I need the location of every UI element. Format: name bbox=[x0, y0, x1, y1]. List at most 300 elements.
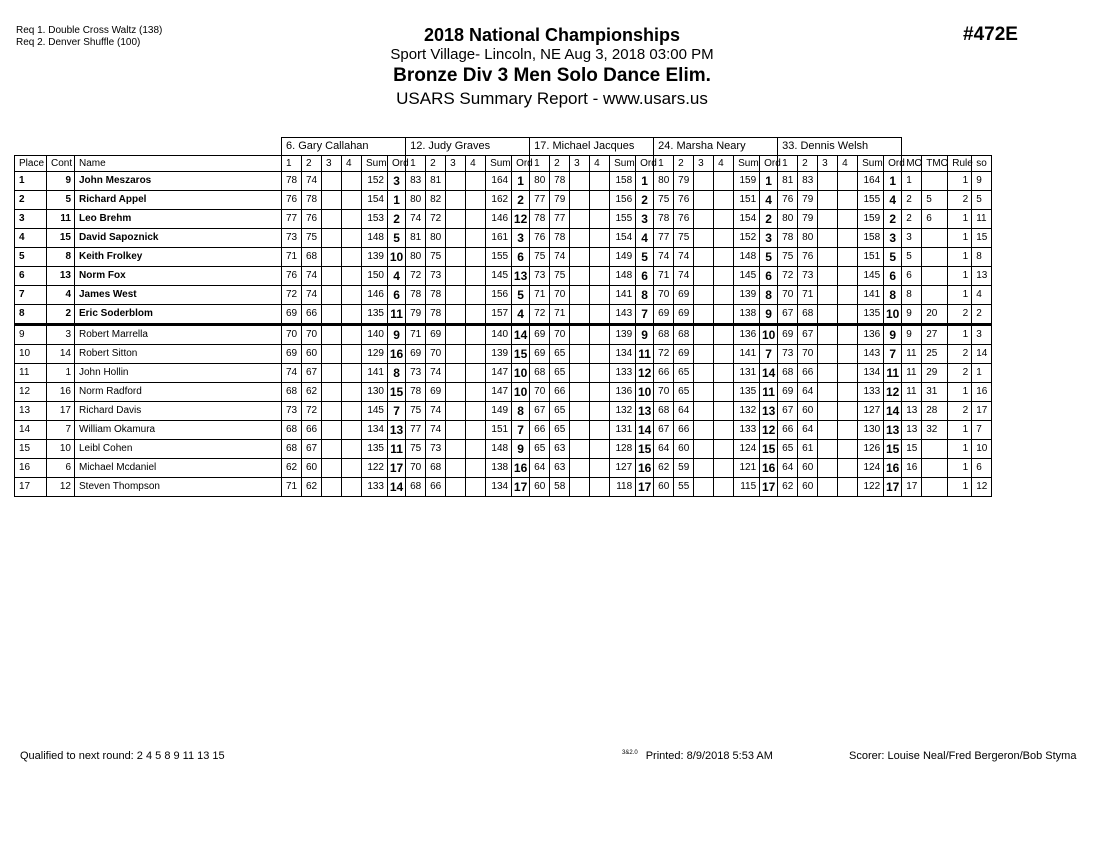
column-header: Sum bbox=[610, 156, 636, 172]
so-cell: 13 bbox=[972, 267, 992, 286]
score-cell bbox=[714, 325, 734, 345]
sum-cell: 133 bbox=[362, 478, 388, 497]
column-header: 3 bbox=[818, 156, 838, 172]
sum-cell: 158 bbox=[858, 229, 884, 248]
ordinal-cell: 17 bbox=[512, 478, 530, 497]
score-cell bbox=[818, 478, 838, 497]
score-cell bbox=[694, 421, 714, 440]
score-cell bbox=[590, 325, 610, 345]
place-cell: 4 bbox=[15, 229, 47, 248]
mo-cell: 2 bbox=[902, 210, 922, 229]
ordinal-cell: 8 bbox=[388, 364, 406, 383]
score-cell bbox=[818, 364, 838, 383]
contestant-number-cell: 9 bbox=[47, 172, 75, 191]
sum-cell: 127 bbox=[858, 402, 884, 421]
score-cell: 67 bbox=[530, 402, 550, 421]
sum-cell: 145 bbox=[362, 402, 388, 421]
score-cell: 80 bbox=[406, 191, 426, 210]
contestant-number-cell: 5 bbox=[47, 191, 75, 210]
table-row bbox=[15, 440, 992, 459]
score-cell bbox=[466, 345, 486, 364]
rule-cell: 1 bbox=[948, 172, 972, 191]
score-cell bbox=[446, 325, 466, 345]
ordinal-cell: 3 bbox=[512, 229, 530, 248]
score-cell: 76 bbox=[674, 191, 694, 210]
table-row bbox=[15, 478, 992, 497]
score-cell: 81 bbox=[426, 172, 446, 191]
score-cell bbox=[446, 440, 466, 459]
ordinal-cell: 6 bbox=[760, 267, 778, 286]
score-cell bbox=[590, 248, 610, 267]
ordinal-cell: 7 bbox=[512, 421, 530, 440]
score-cell bbox=[322, 229, 342, 248]
ordinal-cell: 5 bbox=[636, 248, 654, 267]
score-cell: 69 bbox=[674, 305, 694, 325]
score-cell bbox=[694, 383, 714, 402]
place-cell: 6 bbox=[15, 267, 47, 286]
skater-name-cell: Norm Radford bbox=[75, 383, 282, 402]
tmo-cell: 28 bbox=[922, 402, 948, 421]
score-cell bbox=[818, 229, 838, 248]
sum-cell: 150 bbox=[362, 267, 388, 286]
sum-cell: 153 bbox=[362, 210, 388, 229]
sum-cell: 156 bbox=[610, 191, 636, 210]
score-cell bbox=[466, 172, 486, 191]
sum-cell: 133 bbox=[734, 421, 760, 440]
score-cell: 64 bbox=[654, 440, 674, 459]
score-cell bbox=[818, 325, 838, 345]
so-cell: 10 bbox=[972, 440, 992, 459]
so-cell: 7 bbox=[972, 421, 992, 440]
score-cell bbox=[838, 210, 858, 229]
ordinal-cell: 12 bbox=[760, 421, 778, 440]
sum-cell: 130 bbox=[858, 421, 884, 440]
score-cell bbox=[446, 459, 466, 478]
column-header: 2 bbox=[798, 156, 818, 172]
score-cell: 82 bbox=[426, 191, 446, 210]
score-cell bbox=[714, 305, 734, 325]
printed-date: Printed: 8/9/2018 5:53 AM bbox=[645, 750, 773, 762]
tmo-cell bbox=[922, 172, 948, 191]
score-cell bbox=[714, 191, 734, 210]
sum-cell: 131 bbox=[734, 364, 760, 383]
score-cell: 60 bbox=[530, 478, 550, 497]
rule-cell: 1 bbox=[948, 210, 972, 229]
score-cell: 78 bbox=[406, 286, 426, 305]
score-cell: 62 bbox=[282, 459, 302, 478]
score-cell: 75 bbox=[302, 229, 322, 248]
column-header: Ord bbox=[636, 156, 654, 172]
ordinal-cell: 12 bbox=[636, 364, 654, 383]
score-cell bbox=[818, 267, 838, 286]
score-cell: 74 bbox=[282, 364, 302, 383]
score-cell bbox=[838, 267, 858, 286]
column-header: 1 bbox=[530, 156, 550, 172]
place-cell: 1 bbox=[15, 172, 47, 191]
skater-name-cell: William Okamura bbox=[75, 421, 282, 440]
score-cell: 66 bbox=[426, 478, 446, 497]
score-cell bbox=[322, 478, 342, 497]
score-cell bbox=[714, 383, 734, 402]
tmo-cell bbox=[922, 459, 948, 478]
score-cell: 67 bbox=[778, 305, 798, 325]
score-cell: 62 bbox=[302, 478, 322, 497]
ordinal-cell: 13 bbox=[636, 402, 654, 421]
ordinal-cell: 2 bbox=[512, 191, 530, 210]
score-cell bbox=[466, 325, 486, 345]
ordinal-cell: 5 bbox=[884, 248, 902, 267]
score-cell: 75 bbox=[406, 440, 426, 459]
ordinal-cell: 10 bbox=[636, 383, 654, 402]
column-header: Ord bbox=[512, 156, 530, 172]
score-cell: 72 bbox=[426, 210, 446, 229]
ordinal-cell: 9 bbox=[388, 325, 406, 345]
score-cell: 67 bbox=[302, 364, 322, 383]
score-cell: 76 bbox=[778, 191, 798, 210]
score-cell: 80 bbox=[798, 229, 818, 248]
sum-cell: 136 bbox=[610, 383, 636, 402]
score-cell: 70 bbox=[550, 286, 570, 305]
score-cell: 78 bbox=[426, 305, 446, 325]
score-cell bbox=[342, 325, 362, 345]
ordinal-cell: 11 bbox=[760, 383, 778, 402]
so-cell: 11 bbox=[972, 210, 992, 229]
score-cell bbox=[342, 210, 362, 229]
contestant-number-cell: 8 bbox=[47, 248, 75, 267]
score-cell bbox=[342, 364, 362, 383]
score-cell bbox=[590, 267, 610, 286]
ordinal-cell: 13 bbox=[884, 421, 902, 440]
contestant-number-cell: 13 bbox=[47, 267, 75, 286]
score-cell bbox=[590, 383, 610, 402]
score-cell: 68 bbox=[654, 402, 674, 421]
score-cell bbox=[570, 421, 590, 440]
place-cell: 13 bbox=[15, 402, 47, 421]
score-cell bbox=[590, 210, 610, 229]
blank-cell bbox=[15, 138, 282, 156]
score-cell: 80 bbox=[530, 172, 550, 191]
place-cell: 5 bbox=[15, 248, 47, 267]
tmo-cell: 32 bbox=[922, 421, 948, 440]
sum-cell: 135 bbox=[362, 440, 388, 459]
sum-cell: 140 bbox=[486, 325, 512, 345]
place-cell: 12 bbox=[15, 383, 47, 402]
score-cell bbox=[446, 286, 466, 305]
mo-cell: 15 bbox=[902, 440, 922, 459]
score-cell: 78 bbox=[530, 210, 550, 229]
mo-cell: 9 bbox=[902, 305, 922, 325]
ordinal-cell: 17 bbox=[760, 478, 778, 497]
score-cell bbox=[570, 248, 590, 267]
tmo-cell bbox=[922, 229, 948, 248]
sum-cell: 143 bbox=[610, 305, 636, 325]
tmo-cell: 5 bbox=[922, 191, 948, 210]
sum-cell: 132 bbox=[610, 402, 636, 421]
score-cell: 71 bbox=[550, 305, 570, 325]
score-cell: 75 bbox=[654, 191, 674, 210]
score-cell: 76 bbox=[282, 267, 302, 286]
ordinal-cell: 16 bbox=[636, 459, 654, 478]
score-cell bbox=[694, 478, 714, 497]
ordinal-cell: 10 bbox=[512, 383, 530, 402]
mo-cell: 16 bbox=[902, 459, 922, 478]
rule-cell: 1 bbox=[948, 478, 972, 497]
rule-cell: 2 bbox=[948, 402, 972, 421]
score-cell bbox=[446, 478, 466, 497]
score-cell bbox=[446, 267, 466, 286]
sum-cell: 135 bbox=[734, 383, 760, 402]
score-cell bbox=[342, 229, 362, 248]
mo-cell: 11 bbox=[902, 364, 922, 383]
column-header: Sum bbox=[734, 156, 760, 172]
sum-cell: 156 bbox=[486, 286, 512, 305]
score-cell: 68 bbox=[282, 440, 302, 459]
mo-cell: 3 bbox=[902, 229, 922, 248]
score-cell bbox=[570, 172, 590, 191]
so-cell: 4 bbox=[972, 286, 992, 305]
tmo-cell: 29 bbox=[922, 364, 948, 383]
sum-cell: 122 bbox=[362, 459, 388, 478]
rule-cell: 1 bbox=[948, 286, 972, 305]
column-header: Name bbox=[75, 156, 282, 172]
score-cell bbox=[838, 459, 858, 478]
rule-cell: 2 bbox=[948, 345, 972, 364]
score-cell bbox=[466, 286, 486, 305]
ordinal-cell: 16 bbox=[388, 345, 406, 364]
score-cell: 68 bbox=[778, 364, 798, 383]
score-cell bbox=[446, 210, 466, 229]
score-cell bbox=[322, 325, 342, 345]
score-cell: 69 bbox=[654, 305, 674, 325]
skater-name-cell: John Hollin bbox=[75, 364, 282, 383]
score-cell bbox=[838, 172, 858, 191]
score-cell bbox=[838, 402, 858, 421]
score-cell bbox=[446, 305, 466, 325]
score-cell bbox=[590, 402, 610, 421]
column-header: Ord bbox=[884, 156, 902, 172]
score-cell: 70 bbox=[302, 325, 322, 345]
table-row bbox=[15, 421, 992, 440]
table-row bbox=[15, 364, 992, 383]
score-cell: 66 bbox=[654, 364, 674, 383]
score-cell: 69 bbox=[778, 325, 798, 345]
sum-cell: 154 bbox=[610, 229, 636, 248]
score-cell: 66 bbox=[798, 364, 818, 383]
score-cell: 74 bbox=[674, 248, 694, 267]
score-cell bbox=[714, 286, 734, 305]
ordinal-cell: 13 bbox=[512, 267, 530, 286]
ordinal-cell: 12 bbox=[884, 383, 902, 402]
sum-cell: 148 bbox=[610, 267, 636, 286]
score-cell bbox=[342, 402, 362, 421]
scorer-info: Scorer: Louise Neal/Fred Bergeron/Bob Styma bbox=[849, 750, 1077, 762]
score-cell: 81 bbox=[778, 172, 798, 191]
score-cell bbox=[714, 440, 734, 459]
score-cell bbox=[446, 402, 466, 421]
mo-cell: 8 bbox=[902, 286, 922, 305]
score-cell: 76 bbox=[798, 248, 818, 267]
score-cell: 80 bbox=[778, 210, 798, 229]
judge-name: 24. Marsha Neary bbox=[654, 138, 778, 156]
score-cell: 74 bbox=[302, 172, 322, 191]
score-cell bbox=[714, 478, 734, 497]
skater-name-cell: Robert Sitton bbox=[75, 345, 282, 364]
rule-cell: 1 bbox=[948, 459, 972, 478]
skater-name-cell: Michael Mcdaniel bbox=[75, 459, 282, 478]
table-row bbox=[15, 229, 992, 248]
score-cell bbox=[446, 383, 466, 402]
so-cell: 3 bbox=[972, 325, 992, 345]
score-cell: 77 bbox=[654, 229, 674, 248]
score-cell bbox=[818, 191, 838, 210]
sum-cell: 129 bbox=[362, 345, 388, 364]
score-cell: 73 bbox=[426, 440, 446, 459]
ordinal-cell: 9 bbox=[884, 325, 902, 345]
score-cell: 63 bbox=[550, 440, 570, 459]
score-cell bbox=[818, 248, 838, 267]
score-cell bbox=[694, 172, 714, 191]
score-cell: 59 bbox=[674, 459, 694, 478]
score-cell: 66 bbox=[302, 421, 322, 440]
tmo-cell: 6 bbox=[922, 210, 948, 229]
table-row bbox=[15, 191, 992, 210]
score-cell: 65 bbox=[530, 440, 550, 459]
score-cell bbox=[570, 383, 590, 402]
score-cell: 73 bbox=[778, 345, 798, 364]
skater-name-cell: Leibl Cohen bbox=[75, 440, 282, 459]
score-cell: 78 bbox=[426, 286, 446, 305]
requirement-2: Req 2. Denver Shuffle (100) bbox=[16, 37, 141, 48]
score-cell: 73 bbox=[426, 267, 446, 286]
score-cell: 65 bbox=[778, 440, 798, 459]
place-cell: 16 bbox=[15, 459, 47, 478]
sum-cell: 141 bbox=[858, 286, 884, 305]
table-row bbox=[15, 459, 992, 478]
ordinal-cell: 11 bbox=[388, 440, 406, 459]
score-cell bbox=[322, 210, 342, 229]
score-cell: 74 bbox=[654, 248, 674, 267]
score-cell bbox=[322, 383, 342, 402]
score-cell bbox=[714, 210, 734, 229]
tmo-cell: 27 bbox=[922, 325, 948, 345]
score-cell: 76 bbox=[302, 210, 322, 229]
score-cell: 70 bbox=[530, 383, 550, 402]
so-cell: 14 bbox=[972, 345, 992, 364]
ordinal-cell: 2 bbox=[884, 210, 902, 229]
score-cell bbox=[590, 440, 610, 459]
score-cell: 64 bbox=[530, 459, 550, 478]
score-cell bbox=[590, 172, 610, 191]
sum-cell: 151 bbox=[734, 191, 760, 210]
place-cell: 15 bbox=[15, 440, 47, 459]
score-cell bbox=[570, 267, 590, 286]
ordinal-cell: 4 bbox=[388, 267, 406, 286]
score-cell bbox=[466, 248, 486, 267]
score-cell: 67 bbox=[798, 325, 818, 345]
judge-name: 6. Gary Callahan bbox=[282, 138, 406, 156]
sum-cell: 138 bbox=[486, 459, 512, 478]
sum-cell: 147 bbox=[486, 364, 512, 383]
score-cell bbox=[570, 325, 590, 345]
score-cell bbox=[570, 478, 590, 497]
score-cell: 60 bbox=[798, 459, 818, 478]
tmo-cell bbox=[922, 248, 948, 267]
score-cell: 78 bbox=[654, 210, 674, 229]
score-cell: 68 bbox=[654, 325, 674, 345]
score-cell: 79 bbox=[406, 305, 426, 325]
qualified-list: Qualified to next round: 2 4 5 8 9 11 13 15 bbox=[20, 750, 225, 762]
score-cell bbox=[570, 305, 590, 325]
place-cell: 9 bbox=[15, 325, 47, 345]
ordinal-cell: 14 bbox=[512, 325, 530, 345]
report-header bbox=[300, 24, 804, 110]
tmo-cell bbox=[922, 440, 948, 459]
table-row bbox=[15, 402, 992, 421]
skater-name-cell: Richard Davis bbox=[75, 402, 282, 421]
sum-cell: 134 bbox=[858, 364, 884, 383]
requirements bbox=[16, 25, 162, 49]
score-cell bbox=[714, 459, 734, 478]
score-cell bbox=[694, 248, 714, 267]
ordinal-cell: 3 bbox=[636, 210, 654, 229]
score-cell: 66 bbox=[674, 421, 694, 440]
score-cell bbox=[838, 191, 858, 210]
score-cell: 70 bbox=[406, 459, 426, 478]
score-cell: 70 bbox=[778, 286, 798, 305]
score-cell: 74 bbox=[674, 267, 694, 286]
judge-header-row bbox=[15, 138, 992, 156]
contestant-number-cell: 16 bbox=[47, 383, 75, 402]
contestant-number-cell: 14 bbox=[47, 345, 75, 364]
skater-name-cell: Leo Brehm bbox=[75, 210, 282, 229]
score-cell bbox=[466, 305, 486, 325]
table-row bbox=[15, 267, 992, 286]
score-cell bbox=[590, 459, 610, 478]
score-cell bbox=[694, 459, 714, 478]
score-cell bbox=[342, 305, 362, 325]
tmo-cell bbox=[922, 286, 948, 305]
column-header: Place bbox=[15, 156, 47, 172]
column-header: Sum bbox=[486, 156, 512, 172]
column-header: so bbox=[972, 156, 992, 172]
mo-cell: 11 bbox=[902, 345, 922, 364]
mo-cell: 5 bbox=[902, 248, 922, 267]
score-cell bbox=[694, 286, 714, 305]
ordinal-cell: 10 bbox=[760, 325, 778, 345]
sum-cell: 162 bbox=[486, 191, 512, 210]
print-code: 3&2.0 bbox=[622, 750, 638, 756]
score-cell: 66 bbox=[302, 305, 322, 325]
ordinal-cell: 4 bbox=[760, 191, 778, 210]
score-cell bbox=[322, 364, 342, 383]
score-cell: 79 bbox=[674, 172, 694, 191]
ordinal-cell: 17 bbox=[636, 478, 654, 497]
mo-cell: 1 bbox=[902, 172, 922, 191]
score-cell: 69 bbox=[426, 383, 446, 402]
ordinal-cell: 15 bbox=[884, 440, 902, 459]
score-cell: 69 bbox=[282, 345, 302, 364]
mo-cell: 2 bbox=[902, 191, 922, 210]
score-cell bbox=[446, 248, 466, 267]
score-cell bbox=[838, 383, 858, 402]
sum-cell: 133 bbox=[858, 383, 884, 402]
sum-cell: 151 bbox=[858, 248, 884, 267]
sum-cell: 148 bbox=[734, 248, 760, 267]
ordinal-cell: 9 bbox=[512, 440, 530, 459]
sum-cell: 134 bbox=[610, 345, 636, 364]
mo-cell: 9 bbox=[902, 325, 922, 345]
score-cell bbox=[838, 440, 858, 459]
